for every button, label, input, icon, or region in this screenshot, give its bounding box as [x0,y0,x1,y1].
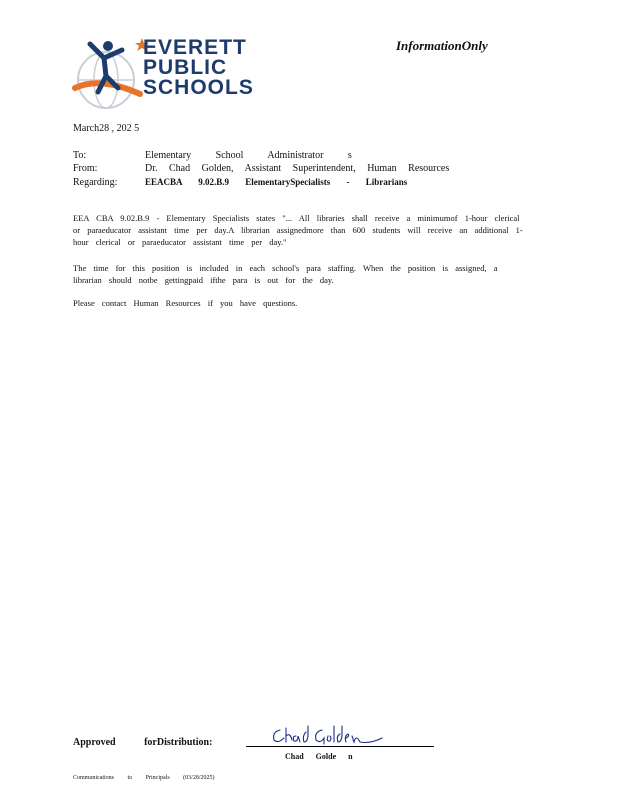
approval-label: Approved forDistribution: [73,737,213,748]
district-logo [70,36,255,112]
to-value [145,150,543,161]
information-only-label: InformationOnly [396,38,488,53]
logo-line-public: PUBLIC [143,56,228,79]
body-paragraph-2: The time for this position is included in each school's para staffing. When the position is assigned, a librarian should notbe gettingpaid ifthe para is out for the day. [73,263,498,285]
to-value-text: Elementary School Administrator s [145,150,352,161]
logo-line-schools: SCHOOLS [143,76,254,99]
from-value [145,163,543,174]
memo-date: March28 , 202 5 [73,123,140,134]
from-label: From: [73,163,98,174]
signer-name: Chad Golde n [285,752,353,761]
footer-note: Communications to Principals (03/28/2025) [73,775,215,781]
logo-globe-icon [70,36,150,112]
regarding-label: Regarding: [73,177,118,188]
logo-wordmark [143,38,254,98]
logo-line-everett: EVERETT [143,36,247,59]
body-paragraph-1: EEA CBA 9.02.B.9 - Elementary Specialists states "... All libraries shall receive a minimumof 1-hour clerical or paraeducator assistant time per day.A librarian assignedmore than 600 students will receive an additional 1-hour clerical or paraeducator assistant time per day." [73,213,523,247]
signature-line [246,746,434,747]
regarding-value [145,177,543,187]
body-paragraph-3: Please contact Human Resources if you have questions. [73,298,298,308]
to-label: To: [73,150,87,161]
from-value-text: Dr. Chad Golden, Assistant Superintendent, Human Resources [145,163,450,174]
handwritten-signature [270,722,385,748]
regarding-value-text: EEACBA 9.02.B.9 ElementarySpecialists - Librarians [145,177,408,187]
